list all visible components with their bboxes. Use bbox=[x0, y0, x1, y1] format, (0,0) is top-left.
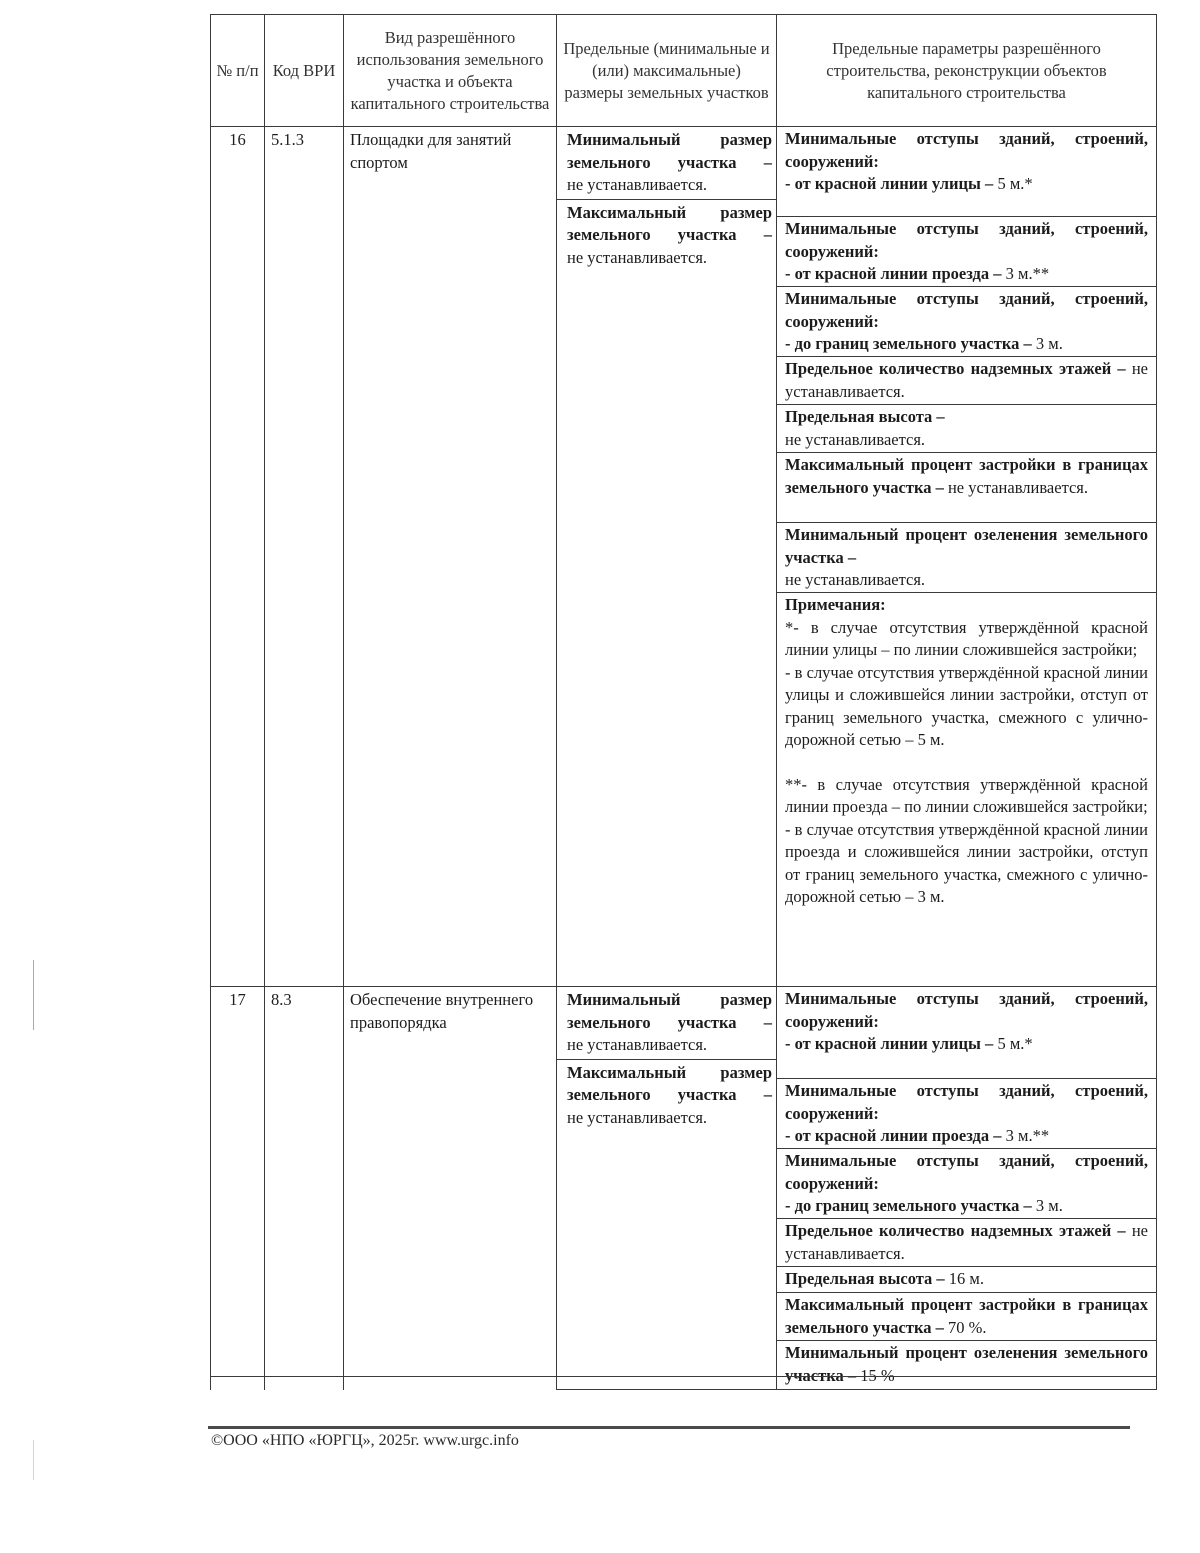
table-bottom-border bbox=[210, 1376, 1156, 1377]
row-sizes bbox=[557, 127, 777, 987]
min-size-block bbox=[557, 987, 776, 1060]
height-label: Предельная высота – bbox=[785, 1269, 945, 1288]
height-label: Предельная высота – bbox=[785, 407, 945, 426]
floors-label: Предельное количество надземных этажей – bbox=[785, 359, 1126, 378]
floors-block bbox=[777, 1219, 1156, 1267]
row-use: Площадки для занятий спортом bbox=[344, 127, 557, 987]
min-size-value: не устанавливается. bbox=[567, 175, 708, 194]
floors-block bbox=[777, 357, 1156, 405]
coverage-block bbox=[777, 1293, 1156, 1341]
notes-title: Примечания: bbox=[785, 595, 886, 614]
street-setback-value: 5 м.* bbox=[997, 1034, 1033, 1053]
plot-setback-value: 3 м. bbox=[1035, 334, 1063, 353]
table-row bbox=[211, 987, 1157, 1390]
green-block bbox=[777, 1341, 1156, 1389]
max-size-block bbox=[567, 200, 772, 272]
max-size-value: не устанавливается. bbox=[567, 1107, 708, 1127]
height-block bbox=[777, 1267, 1156, 1293]
drive-setback-title: Минимальные отступы зданий, строений, сооружений: bbox=[785, 219, 1148, 261]
floors-value: не устанавливается. bbox=[785, 359, 1148, 401]
drive-setback-value: 3 м.** bbox=[1005, 264, 1050, 283]
scan-artifact bbox=[33, 1440, 34, 1480]
plot-setback-block bbox=[777, 1149, 1156, 1219]
header-num: № п/п bbox=[211, 15, 265, 127]
coverage-value: 70 %. bbox=[947, 1317, 987, 1337]
plot-setback-label: - до границ земельного участка – bbox=[785, 334, 1032, 353]
height-value: не устанавливается. bbox=[785, 429, 926, 449]
height-block bbox=[777, 405, 1156, 453]
plot-setback-block bbox=[777, 287, 1156, 357]
note-text: *- в случае отсутствия утверждённой красной линии улицы – по линии сложившейся застройки; bbox=[785, 617, 1148, 659]
street-setback-label: - от красной линии улицы – bbox=[785, 1034, 994, 1053]
row-use: Обеспечение внутреннего правопорядка bbox=[344, 987, 557, 1390]
row-sizes bbox=[557, 987, 777, 1390]
green-value: не устанавливается. bbox=[785, 570, 926, 589]
plot-setback-value: 3 м. bbox=[1035, 1196, 1063, 1215]
note-text: - в случае отсутствия утверждённой красной линии проезда и сложившейся линии застройки, отступ от границ земельного участка, смежного с улично-дорожной сетью – 3 м. bbox=[785, 819, 1148, 906]
coverage-label: Максимальный процент застройки в границах земельного участка – bbox=[785, 455, 1148, 497]
plot-setback-title: Минимальные отступы зданий, строений, сооружений: bbox=[785, 289, 1148, 331]
max-size-title: Максимальный размер земельного участка – bbox=[567, 202, 772, 244]
drive-setback-label: - от красной линии проезда – bbox=[785, 1126, 1002, 1145]
note-text: - в случае отсутствия утверждённой красной линии улицы и сложившейся линии застройки, отступ от границ земельного участка, смежного с улично-дорожной сетью – 5 м. bbox=[785, 662, 1148, 749]
green-label: Минимальный процент озеленения земельного участка – bbox=[785, 1343, 1148, 1385]
footer-divider bbox=[208, 1426, 1130, 1429]
street-setback-value: 5 м.* bbox=[997, 174, 1033, 193]
row-number: 16 bbox=[211, 127, 265, 987]
street-setback-title: Минимальные отступы зданий, строений, сооружений: bbox=[785, 989, 1148, 1031]
coverage-block bbox=[777, 453, 1156, 523]
coverage-value: не устанавливается. bbox=[947, 477, 1089, 497]
table-row bbox=[211, 127, 1157, 987]
table-header-row bbox=[211, 15, 1157, 127]
header-params: Предельные параметры разрешённого строительства, реконструкции объектов капитального строительства bbox=[777, 15, 1157, 127]
drive-setback-block bbox=[777, 217, 1156, 287]
min-size-block bbox=[557, 127, 776, 200]
min-size-title: Минимальный размер земельного участка – bbox=[567, 990, 772, 1032]
green-label: Минимальный процент озеленения земельного участка – bbox=[785, 525, 1148, 567]
header-use: Вид разрешённого использования земельного участка и объекта капитального строительства bbox=[344, 15, 557, 127]
row-code: 5.1.3 bbox=[265, 127, 344, 987]
street-setback-block bbox=[777, 127, 1156, 217]
drive-setback-title: Минимальные отступы зданий, строений, сооружений: bbox=[785, 1081, 1148, 1123]
row-number: 17 bbox=[211, 987, 265, 1390]
street-setback-title: Минимальные отступы зданий, строений, сооружений: bbox=[785, 129, 1148, 171]
max-size-value: не устанавливается. bbox=[567, 247, 708, 267]
green-value: 15 % bbox=[860, 1365, 895, 1385]
regulations-table bbox=[210, 14, 1157, 1390]
street-setback-label: - от красной линии улицы – bbox=[785, 174, 994, 193]
plot-setback-title: Минимальные отступы зданий, строений, сооружений: bbox=[785, 1151, 1148, 1193]
row-params bbox=[777, 127, 1157, 987]
max-size-block bbox=[567, 1060, 772, 1132]
drive-setback-block bbox=[777, 1079, 1156, 1149]
header-code: Код ВРИ bbox=[265, 15, 344, 127]
min-size-title: Минимальный размер земельного участка – bbox=[567, 130, 772, 172]
note-text: **- в случае отсутствия утверждённой красной линии проезда – по линии сложившейся застройки; bbox=[785, 774, 1148, 816]
footer-copyright: ©ООО «НПО «ЮРГЦ», 2025г. www.urgc.info bbox=[211, 1432, 519, 1449]
floors-label: Предельное количество надземных этажей – bbox=[785, 1221, 1126, 1240]
coverage-label: Максимальный процент застройки в границах земельного участка – bbox=[785, 1295, 1148, 1337]
street-setback-block bbox=[777, 987, 1156, 1079]
row-params bbox=[777, 987, 1157, 1390]
max-size-title: Максимальный размер земельного участка – bbox=[567, 1062, 772, 1104]
row-code: 8.3 bbox=[265, 987, 344, 1390]
header-size: Предельные (минимальные и (или) максимальные) размеры земельных участков bbox=[557, 15, 777, 127]
plot-setback-label: - до границ земельного участка – bbox=[785, 1196, 1032, 1215]
min-size-value: не устанавливается. bbox=[567, 1035, 708, 1054]
floors-value: не устанавливается. bbox=[785, 1221, 1148, 1263]
green-block bbox=[777, 523, 1156, 593]
scan-artifact bbox=[33, 960, 34, 1030]
drive-setback-value: 3 м.** bbox=[1005, 1126, 1050, 1145]
notes-block bbox=[777, 593, 1156, 911]
drive-setback-label: - от красной линии проезда – bbox=[785, 264, 1002, 283]
height-value: 16 м. bbox=[948, 1269, 984, 1288]
